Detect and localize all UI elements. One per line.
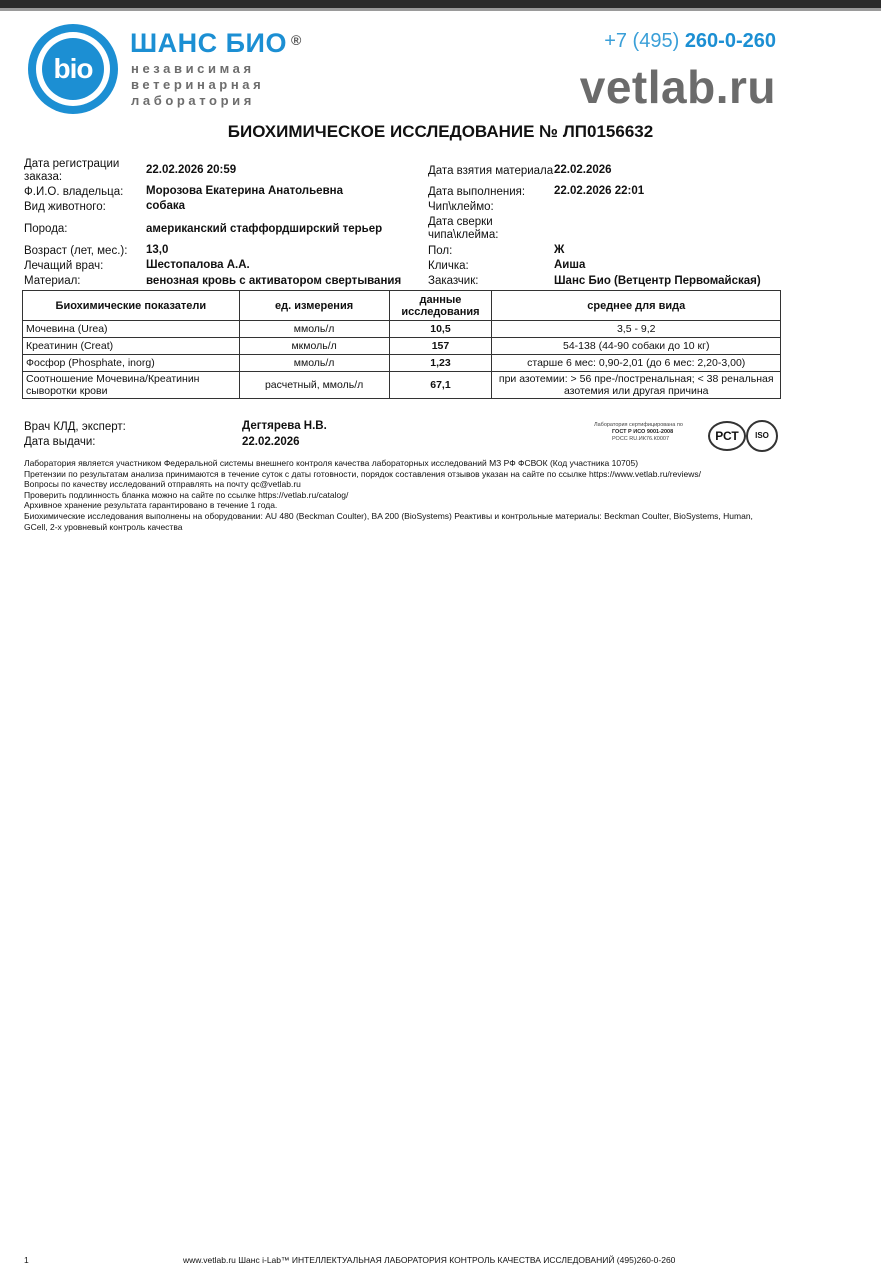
age-value: 13,0 (146, 244, 169, 256)
reg-date-value: 22.02.2026 20:59 (146, 164, 237, 176)
row-ref: при азотемии: > 56 пре-/постренальная; < 38 ренальная азотемия или другая причина (492, 372, 781, 399)
pet-name-value: Аиша (554, 259, 586, 271)
page-number: 1 (24, 1255, 29, 1265)
expert-value: Дегтярева Н.В. (242, 420, 327, 432)
header-param: Биохимические показатели (23, 291, 240, 321)
breed-label: Порода: (24, 223, 68, 235)
row-ref: 3,5 - 9,2 (492, 321, 781, 338)
site-url: vetlab.ru (579, 61, 776, 113)
row-unit: ммоль/л (239, 355, 389, 372)
logo-text: bio (42, 38, 104, 100)
header-unit: ед. измерения (239, 291, 389, 321)
done-date-value: 22.02.2026 22:01 (554, 185, 645, 197)
owner-value: Морозова Екатерина Анатольевна (146, 185, 343, 197)
header-value: данные исследования (389, 291, 492, 321)
note-line: Лаборатория является участником Федеральной системы внешнего контроля качества лабораторных исследований МЗ РФ ФСВОК (Код участника 10705) (24, 458, 639, 468)
footer-text: www.vetlab.ru Шанс i-Lab™ ИНТЕЛЛЕКТУАЛЬНАЯ ЛАБОРАТОРИЯ КОНТРОЛЬ КАЧЕСТВА ИССЛЕДОВАНИЙ (495)260-0-260 (183, 1255, 676, 1265)
top-border (0, 0, 881, 8)
sample-date-label: Дата взятия материала (428, 165, 554, 177)
customer-value: Шанс Био (Ветцентр Первомайская) (554, 275, 761, 287)
row-param: Креатинин (Creat) (23, 338, 240, 355)
row-param: Соотношение Мочевина/Креатинин сыворотки крови (23, 372, 240, 399)
note-line: Архивное хранение результата гарантировано в течение 1 года. (24, 500, 278, 511)
material-value: венозная кровь с активатором свертывания (146, 275, 402, 287)
customer-label: Заказчик: (428, 275, 479, 287)
row-value: 157 (389, 338, 492, 355)
bio-logo (28, 24, 118, 114)
pet-name-label: Кличка: (428, 260, 469, 272)
sex-value: Ж (554, 244, 565, 256)
iso-mark-icon: ISO (746, 420, 778, 452)
issue-date-label: Дата выдачи: (24, 436, 96, 448)
reg-date-label: Дата регистрации заказа: (24, 158, 120, 183)
doctor-value: Шестопалова А.А. (146, 259, 250, 271)
row-unit: мкмоль/л (239, 338, 389, 355)
row-param: Мочевина (Urea) (23, 321, 240, 338)
table-row (23, 372, 781, 399)
rst-mark-icon: РСТ (708, 421, 746, 451)
certification-text: Лаборатория сертифицирована по ГОСТ Р ИСО 9001-2008 РОСС RU.ИК76.К0007 (594, 422, 683, 442)
row-ref: 54-138 (44-90 собаки до 10 кг) (492, 338, 781, 355)
row-unit: ммоль/л (239, 321, 389, 338)
header-ref: среднее для вида (492, 291, 781, 321)
breed-value: американский стаффордширский терьер (146, 223, 383, 235)
row-value: 1,23 (389, 355, 492, 372)
table-header-row (23, 291, 781, 321)
table-row (23, 355, 781, 372)
species-label: Вид животного: (24, 201, 106, 213)
table-row (23, 338, 781, 355)
note-line: Биохимические исследования выполнены на оборудовании: AU 480 (Beckman Coulter), BA 200 (BioSystems) Реактивы и контрольные материалы: Beckman Coulter, BioSystems, Human, GCell, 2-х уровневый контроль качества (24, 510, 753, 532)
species-value: собака (146, 200, 186, 212)
row-param: Фосфор (Phosphate, inorg) (23, 355, 240, 372)
sex-label: Пол: (428, 245, 453, 257)
top-border-shadow (0, 8, 881, 11)
brand-name: ШАНС БИО ® (130, 28, 302, 58)
material-label: Материал: (24, 275, 81, 287)
issue-date-value: 22.02.2026 (242, 436, 300, 448)
brand-sub-1: независимая (131, 61, 255, 76)
document-title: БИОХИМИЧЕСКОЕ ИССЛЕДОВАНИЕ № ЛП0156632 (227, 122, 654, 141)
done-date-label: Дата выполнения: (428, 186, 526, 198)
row-value: 10,5 (389, 321, 492, 338)
brand-sub-2: ветеринарная (131, 77, 265, 92)
note-line: Претензии по результатам анализа принимаются в течение суток с даты готовности, порядок составления отзывов указан на сайте по ссылке https://www.vetlab.ru/reviews/ (24, 468, 701, 479)
chip-check-label: Дата сверки чипа\клейма: (428, 216, 499, 241)
notes (24, 458, 769, 532)
sample-date-value: 22.02.2026 (554, 164, 612, 176)
expert-label: Врач КЛД, эксперт: (24, 421, 126, 433)
note-line: Проверить подлинность бланка можно на сайте по ссылке https://vetlab.ru/catalog/ (24, 489, 349, 500)
row-value: 67,1 (389, 372, 492, 399)
row-ref: старше 6 мес: 0,90-2,01 (до 6 мес: 2,20-3,00) (492, 355, 781, 372)
age-label: Возраст (лет, мес.): (24, 245, 128, 257)
phone: +7 (495) 260-0-260 (604, 30, 776, 52)
results-table (22, 290, 781, 399)
table-row (23, 321, 781, 338)
brand-sub-3: лаборатория (131, 93, 255, 108)
doctor-label: Лечащий врач: (24, 260, 104, 272)
note-line: Вопросы по качеству исследований отправлять на почту qc@vetlab.ru (24, 479, 301, 490)
owner-label: Ф.И.О. владельца: (24, 186, 124, 198)
row-unit: расчетный, ммоль/л (239, 372, 389, 399)
chip-label: Чип\клеймо: (428, 201, 494, 213)
